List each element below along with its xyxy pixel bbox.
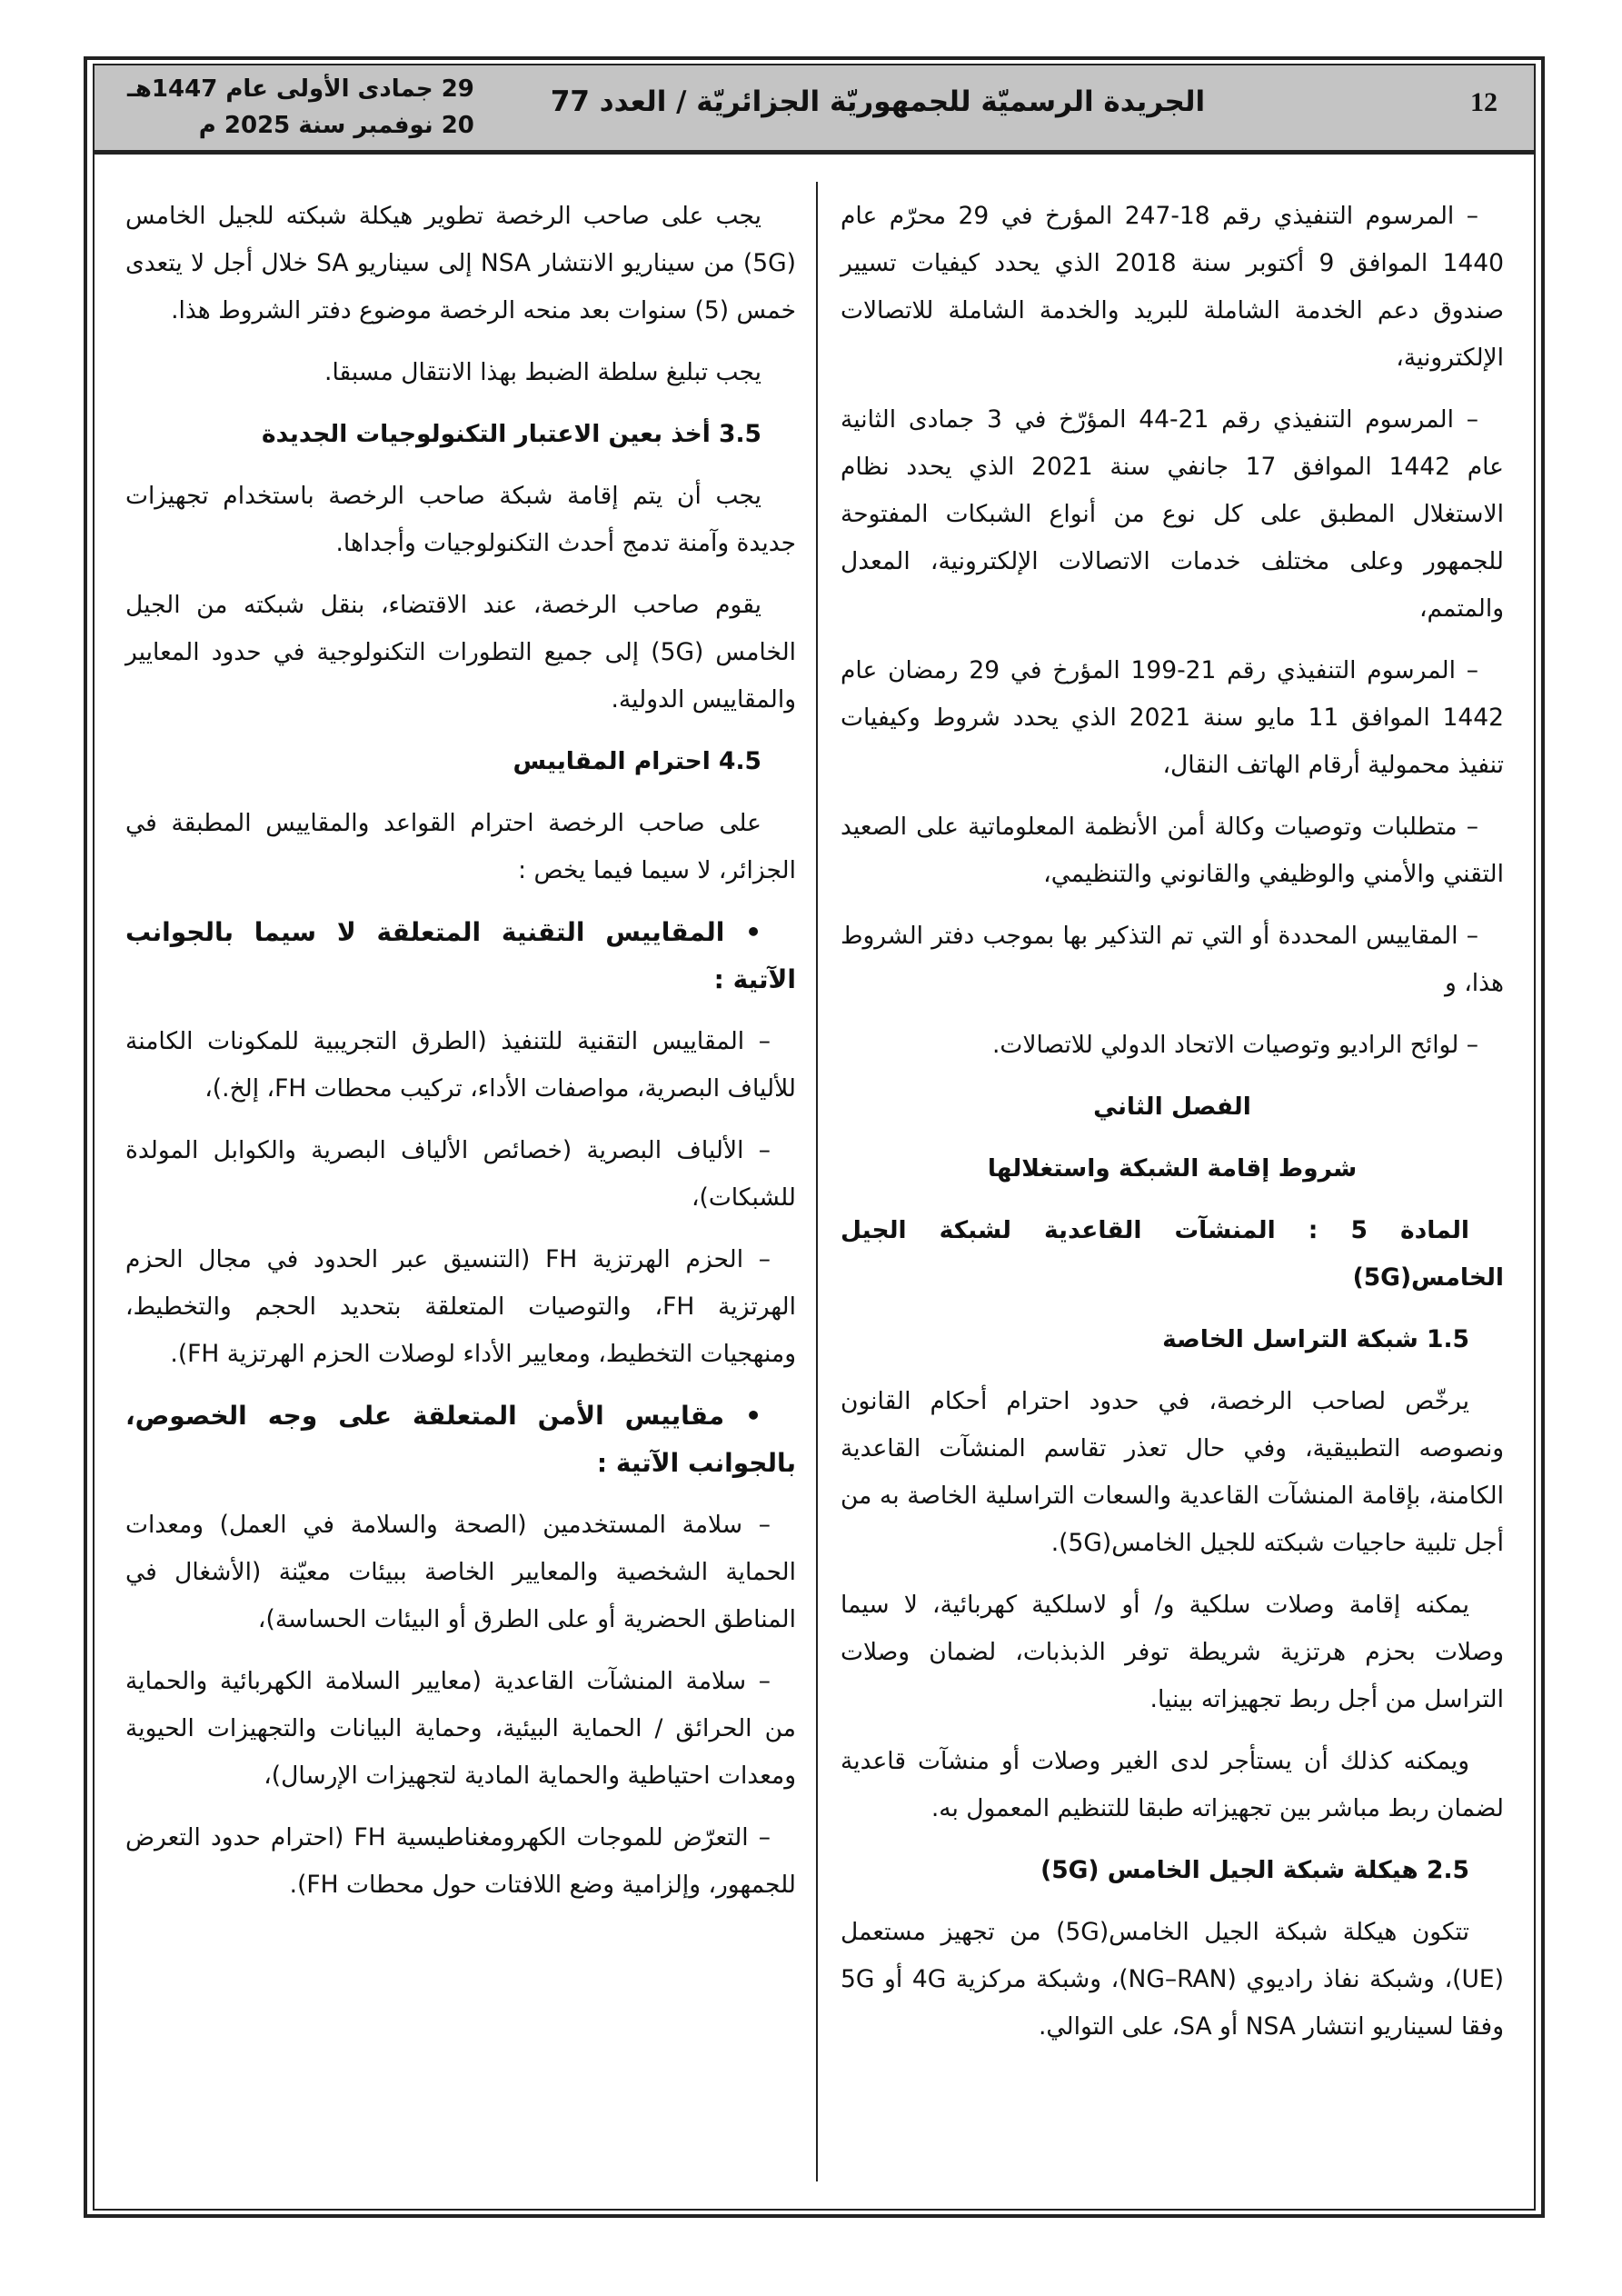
gazette-title: الجريدة الرسميّة للجمهوريّة الجزائريّة / العدد 77	[550, 85, 1206, 118]
list-item: – سلامة المنشآت القاعدية (معايير السلامة الكهربائية والحماية من الحرائق / الحماية البيئية، وحماية البيانات والتجهيزات الحيوية ومعدات احتياطية والحماية المادية لتجهيزات الإرسال)،	[125, 1667, 796, 1790]
chapter-heading: شروط إقامة الشبكة واستغلالها	[987, 1154, 1358, 1183]
list-item: – المرسوم التنفيذي رقم 18-247 المؤرخ في 29 محرّم عام 1440 الموافق 9 أكتوبر سنة 2018 الذي يحدد كيفيات تسيير صندوق دعم الخدمة الشاملة للبريد والخدمة الشاملة للاتصالات الإلكترونية،	[841, 202, 1504, 372]
list-item: – الحزم الهرتزية FH (التنسيق عبر الحدود في مجال الحزم الهرتزية FH، والتوصيات المتعلقة بتحديد الحجم والتخطيط، ومنهجيات التخطيط، ومعايير الأداء لوصلات الحزم الهرتزية FH).	[125, 1245, 796, 1368]
list-item: – سلامة المستخدمين (الصحة والسلامة في العمل) ومعدات الحماية الشخصية والمعايير الخاصة ببيئات معيّنة (الأشغال في المناطق الحضرية أو على الطرق أو البيئات الحساسة)،	[125, 1511, 796, 1633]
right-column	[841, 193, 1504, 2065]
paragraph: يمكنه إقامة وصلات سلكية و/ أو لاسلكية كهربائية، لا سيما وصلات بحزم هرتزية شريطة توفر الذبذبات، لضمان وصلات التراسل من أجل ربط تجهيزاته بينيا.	[841, 1591, 1504, 1713]
page-number: 12	[1470, 87, 1498, 117]
section-heading: 1.5 شبكة التراسل الخاصة	[1162, 1325, 1469, 1353]
list-item: – لوائح الراديو وتوصيات الاتحاد الدولي للاتصالات.	[991, 1031, 1478, 1059]
list-item: – الألياف البصرية (خصائص الألياف البصرية والكوابل المولدة للشبكات)،	[125, 1136, 796, 1212]
paragraph: يجب على صاحب الرخصة تطوير هيكلة شبكته للجيل الخامس (5G) من سيناريو الانتشار NSA إلى سيناريو SA خلال أجل لا يتعدى خمس (5) سنوات بعد منحه الرخصة موضوع دفتر الشروط هذا.	[125, 202, 796, 324]
column-divider	[816, 182, 818, 2181]
date-hijri: 29 جمادى الأولى عام 1447هـ	[127, 75, 474, 103]
paragraph: تتكون هيكلة شبكة الجيل الخامس(5G) من تجهيز مستعمل (UE)، وشبكة نفاذ راديوي (NG–RAN)، وشبكة مركزية 4G أو 5G وفقا لسيناريو انتشار NSA أو SA، على التوالي.	[841, 1918, 1504, 2041]
article-heading: المادة 5 : المنشآت القاعدية لشبكة الجيل الخامس(5G)	[841, 1216, 1504, 1292]
chapter-heading: الفصل الثاني	[1093, 1093, 1251, 1121]
paragraph: يرخّص لصاحب الرخصة، في حدود احترام أحكام القانون ونصوصه التطبيقية، وفي حال تعذر تقاسم المنشآت القاعدية الكامنة، بإقامة المنشآت القاعدية والسعات التراسلية الخاصة به من أجل تلبية حاجيات شبكته للجيل الخامس(5G).	[841, 1387, 1504, 1557]
bullet-heading: • مقاييس الأمن المتعلقة على وجه الخصوص، بالجوانب الآتية :	[125, 1401, 796, 1478]
section-heading: 2.5 هيكلة شبكة الجيل الخامس (5G)	[1040, 1856, 1469, 1884]
left-column	[125, 193, 796, 1923]
paragraph: يجب أن يتم إقامة شبكة صاحب الرخصة باستخدام تجهيزات جديدة وآمنة تدمج أحدث التكنولوجيات وأجداها.	[125, 482, 796, 557]
list-item: – المرسوم التنفيذي رقم 21-44 المؤرّخ في 3 جمادى الثانية عام 1442 الموافق 17 جانفي سنة 2021 الذي يحدد نظام الاستغلال المطبق على كل نوع من أنواع الشبكات المفتوحة للجمهور وعلى مختلف خدمات الاتصالات الإلكترونية، المعدل والمتمم،	[841, 405, 1504, 623]
section-heading: 3.5 أخذ بعين الاعتبار التكنولوجيات الجديدة	[261, 420, 761, 448]
section-heading: 4.5 احترام المقاييس	[512, 747, 761, 775]
paragraph: ويمكنه كذلك أن يستأجر لدى الغير وصلات أو منشآت قاعدية لضمان ربط مباشر بين تجهيزاته طبقا للتنظيم المعمول به.	[841, 1747, 1504, 1822]
bullet-heading: • المقاييس التقنية المتعلقة لا سيما بالجوانب الآتية :	[125, 917, 796, 994]
paragraph: يجب تبليغ سلطة الضبط بهذا الانتقال مسبقا.	[324, 358, 761, 386]
list-item: – المقاييس المحددة أو التي تم التذكير بها بموجب دفتر الشروط هذا، و	[841, 922, 1504, 997]
list-item: – متطلبات وتوصيات وكالة أمن الأنظمة المعلوماتية على الصعيد التقني والأمني والوظيفي والقانوني والتنظيمي،	[841, 813, 1504, 888]
date-gregorian: 20 نوفمبر سنة 2025 م	[198, 112, 474, 139]
page-header	[95, 65, 1534, 155]
list-item: – المرسوم التنفيذي رقم 21-199 المؤرخ في 29 رمضان عام 1442 الموافق 11 مايو سنة 2021 الذي يحدد شروط وكيفيات تنفيذ محمولية أرقام الهاتف النقال،	[841, 656, 1504, 779]
paragraph: يقوم صاحب الرخصة، عند الاقتضاء، بنقل شبكته من الجيل الخامس (5G) إلى جميع التطورات التكنولوجية في حدود المعايير والمقاييس الدولية.	[125, 591, 797, 714]
issue-date	[127, 71, 474, 144]
list-item: – المقاييس التقنية للتنفيذ (الطرق التجريبية للمكونات الكامنة للألياف البصرية، مواصفات الأداء، تركيب محطات FH، إلخ.)،	[125, 1027, 796, 1103]
list-item: – التعرّض للموجات الكهرومغناطيسية FH (احترام حدود التعرض للجمهور، وإلزامية وضع اللافتات حول محطات FH).	[125, 1823, 796, 1899]
paragraph: على صاحب الرخصة احترام القواعد والمقاييس المطبقة في الجزائر، لا سيما فيما يخص :	[125, 809, 796, 884]
